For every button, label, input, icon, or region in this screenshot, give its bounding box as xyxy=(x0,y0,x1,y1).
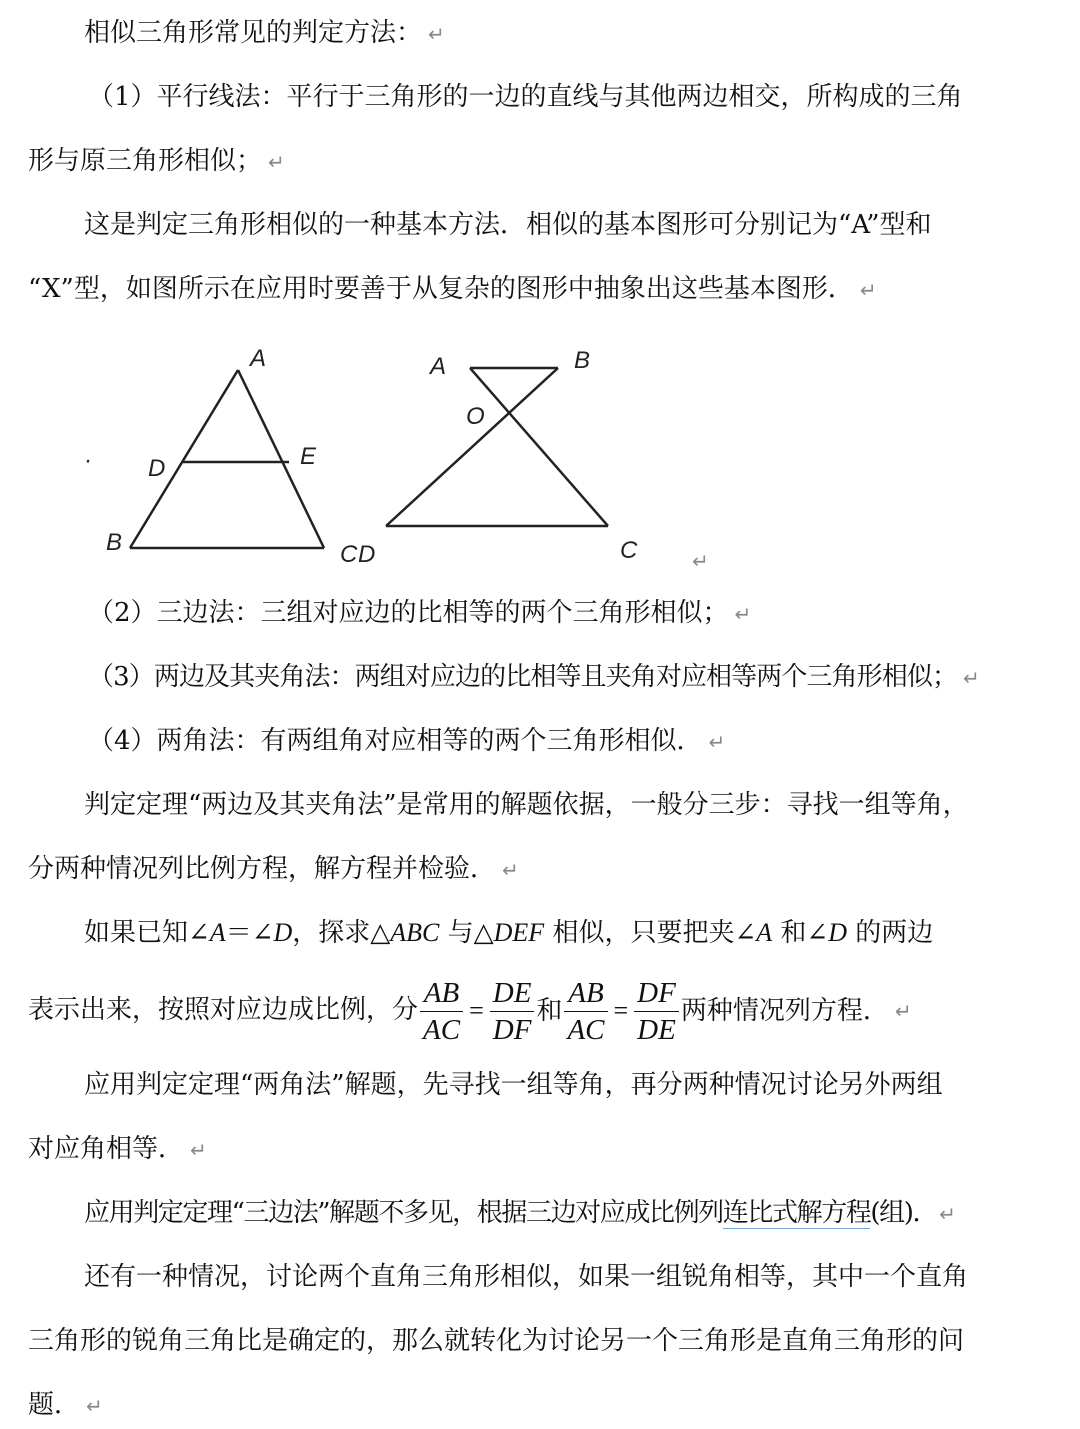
text: 这是判定三角形相似的一种基本方法．相似的基本图形可分别记为“A”型和 xyxy=(84,210,932,240)
text: “X”型，如图所示在应用时要善于从复杂的图形中抽象出这些基本图形． xyxy=(28,274,854,304)
line-11 xyxy=(84,916,933,950)
label-A: A xyxy=(250,345,267,372)
text: 的两边 xyxy=(846,918,934,948)
text: 应用判定定理“三边法”解题不多见，根据三边对应成比例列 xyxy=(84,1198,723,1228)
equals-sign: = xyxy=(613,996,629,1025)
text: 分两种情况列比例方程，解方程并检验． xyxy=(28,854,497,884)
fraction-ab-ac-2 xyxy=(564,975,607,1048)
triangle-ABC: ABC xyxy=(390,918,440,947)
line-16 xyxy=(84,1260,968,1294)
label-B2: B xyxy=(574,347,591,374)
label-C: C xyxy=(340,541,358,568)
paragraph-mark: ↵ xyxy=(268,150,285,174)
line-1 xyxy=(84,16,445,51)
stray-dot: · xyxy=(84,447,92,474)
var-D: D xyxy=(828,918,847,947)
numerator: DF xyxy=(634,975,679,1012)
paragraph-mark: ↵ xyxy=(894,999,912,1023)
line-9 xyxy=(84,788,969,822)
fraction-df-de xyxy=(634,975,679,1048)
triangle-DEF: DEF xyxy=(493,918,545,947)
line-7 xyxy=(88,660,979,695)
line-17 xyxy=(28,1324,964,1358)
underlined-text: 连比式解方程 xyxy=(722,1198,871,1228)
equals-sign: = xyxy=(469,996,484,1025)
var-A: A xyxy=(209,918,226,947)
line-15 xyxy=(84,1196,954,1231)
text: 和 xyxy=(536,996,563,1026)
similar-triangles-figure xyxy=(80,338,720,578)
text: 相似，只要把夹∠ xyxy=(544,918,757,948)
paragraph-mark: ↵ xyxy=(502,858,519,882)
denominator: DF xyxy=(492,1013,532,1046)
line-14 xyxy=(28,1132,207,1167)
text: 表示出来，按照对应边成比例，分 xyxy=(28,995,419,1025)
text: （4）两角法：有两组角对应相等的两个三角形相似． xyxy=(88,726,703,756)
label-A2: A xyxy=(430,353,447,380)
label-E: E xyxy=(300,443,317,470)
line-13 xyxy=(84,1068,943,1102)
text: 如果已知∠ xyxy=(84,918,210,948)
line-3 xyxy=(28,144,285,179)
label-D: D xyxy=(148,455,166,482)
label-O: O xyxy=(466,403,485,430)
label-C2: C xyxy=(620,537,638,564)
paragraph-mark: ↵ xyxy=(86,1394,103,1418)
label-D2: D xyxy=(358,541,376,568)
text: 和∠ xyxy=(772,918,829,948)
var-A: A xyxy=(756,918,773,947)
numerator: AB xyxy=(564,975,607,1012)
fraction-de-df xyxy=(490,975,535,1048)
paragraph-mark: ↵ xyxy=(428,22,445,46)
text: 应用判定定理“两角法”解题，先寻找一组等角，再分两种情况讨论另外两组 xyxy=(84,1070,943,1100)
denominator: AC xyxy=(567,1013,605,1046)
paragraph-mark: ↵ xyxy=(734,602,752,626)
side-ab xyxy=(130,370,238,548)
paragraph-mark: ↵ xyxy=(190,1138,207,1162)
text: （1）平行线法：平行于三角形的一边的直线与其他两边相交，所构成的三角 xyxy=(88,82,963,112)
paragraph-mark: ↵ xyxy=(963,666,979,690)
paragraph-mark-figure: ↵ xyxy=(692,551,709,573)
text: 还有一种情况，讨论两个直角三角形相似，如果一组锐角相等，其中一个直角 xyxy=(84,1262,969,1292)
line-2 xyxy=(88,80,963,114)
fraction-ab-ac xyxy=(420,975,463,1048)
text: 形与原三角形相似； xyxy=(28,146,263,176)
line-12 xyxy=(28,970,912,1051)
text: 题． xyxy=(28,1390,81,1420)
paragraph-mark: ↵ xyxy=(859,278,877,302)
line-5 xyxy=(28,272,877,307)
text: ＝∠ xyxy=(225,918,274,948)
denominator: DE xyxy=(637,1013,676,1046)
text: (组)． xyxy=(870,1198,938,1228)
line-bd xyxy=(386,368,558,526)
paragraph-mark: ↵ xyxy=(708,730,726,754)
text: 判定定理“两边及其夹角法”是常用的解题依据，一般分三步：寻找一组等角， xyxy=(84,790,969,820)
var-D: D xyxy=(273,918,293,947)
line-10 xyxy=(28,852,519,887)
line-4 xyxy=(84,208,932,242)
numerator: DE xyxy=(490,975,535,1012)
text: 对应角相等． xyxy=(28,1134,185,1164)
line-6 xyxy=(88,596,751,631)
line-ac xyxy=(470,368,608,526)
numerator: AB xyxy=(420,975,463,1012)
paragraph-mark: ↵ xyxy=(939,1202,955,1226)
text: 两种情况列方程． xyxy=(680,996,889,1026)
text: 相似三角形常见的判定方法： xyxy=(84,18,423,48)
line-8 xyxy=(88,724,725,759)
text: ，探求△ xyxy=(292,918,391,948)
denominator: AC xyxy=(423,1013,461,1046)
text: （3）两边及其夹角法：两组对应边的比相等且夹角对应相等两个三角形相似； xyxy=(88,662,958,692)
text: （2）三边法：三组对应边的比相等的两个三角形相似； xyxy=(88,598,729,628)
text: 与△ xyxy=(439,918,494,948)
line-18 xyxy=(28,1388,103,1423)
text: 三角形的锐角三角比是确定的，那么就转化为讨论另一个三角形是直角三角形的问 xyxy=(28,1326,965,1356)
label-B: B xyxy=(106,529,123,556)
figure-x-type xyxy=(386,368,608,526)
